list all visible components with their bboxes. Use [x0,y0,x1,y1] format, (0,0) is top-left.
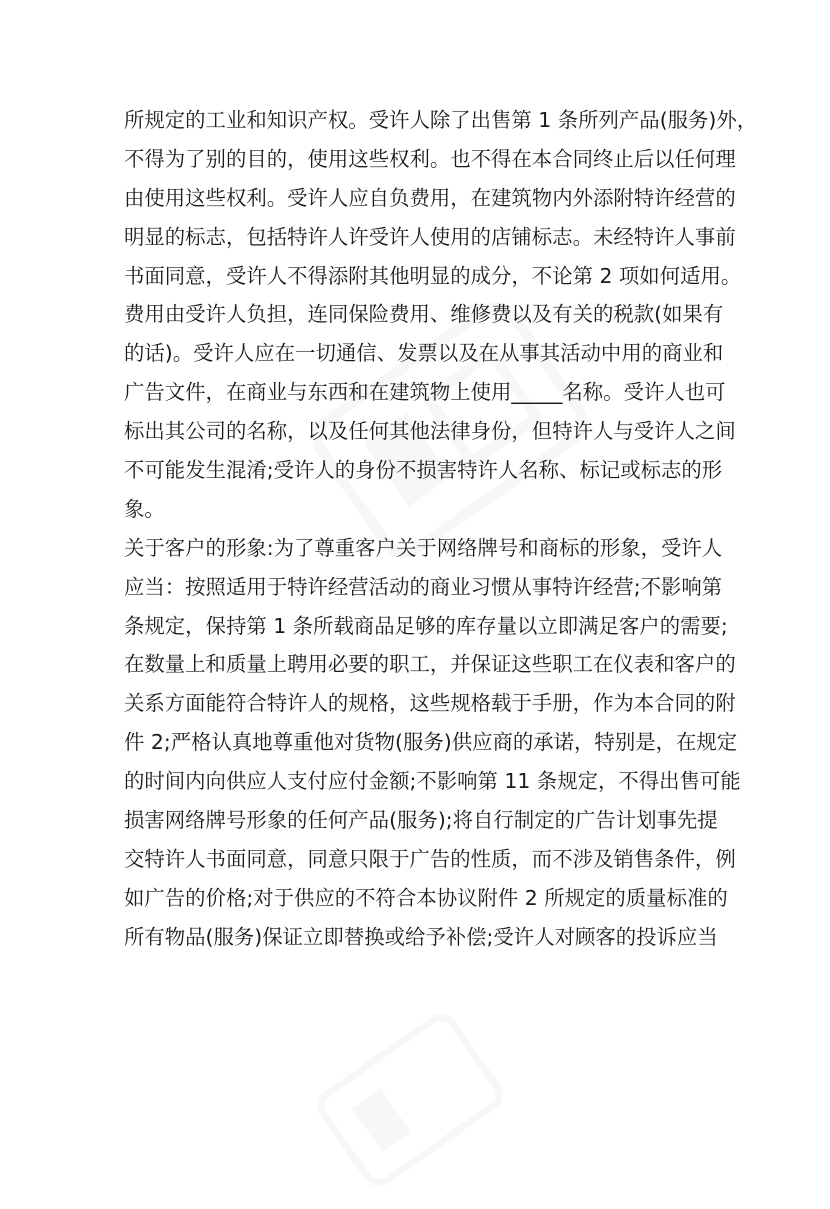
text-line: 不得为了别的目的，使用这些权利。也不得在本合同终止后以任何理 [124,146,736,171]
text-line: 如广告的价格;对于供应的不符合本协议附件 2 所规定的质量标准的 [124,885,728,910]
text-line: 损害网络牌号形象的任何产品(服务);将自行制定的广告计划事先提 [124,808,718,833]
text-line: 应当：按照适用于特许经营活动的商业习惯从事特许经营;不影响第 [124,574,723,599]
watermark-icon [296,991,524,1209]
text-line: 的话)。受许人应在一切通信、发票以及在从事其活动中用的商业和 [124,341,724,366]
text-line: 广告文件，在商业与东西和在建筑物上使用_____名称。受许人也可 [124,380,726,405]
text-line: 在数量上和质量上聘用必要的职工，并保证这些职工在仪表和客户的 [124,652,736,677]
text-line: 标出其公司的名称，以及任何其他法律身份，但特许人与受许人之间 [124,419,736,444]
text-line: 书面同意，受许人不得添附其他明显的成分，不论第 2 项如何适用。 [124,263,742,288]
text-line: 不可能发生混淆;受许人的身份不损害特许人名称、标记或标志的形 [124,458,723,483]
text-line: 件 2;严格认真地尊重他对货物(服务)供应商的承诺，特别是，在规定 [124,730,738,755]
text-line: 条规定，保持第 1 条所载商品足够的库存量以立即满足客户的需要; [124,613,728,638]
text-line: 关系方面能符合特许人的规格，这些规格载于手册，作为本合同的附 [124,691,736,716]
text-line: 的时间内向供应人支付应付金额;不影响第 11 条规定，不得出售可能 [124,769,741,794]
text-line: 所规定的工业和知识产权。受许人除了出售第 1 条所列产品(服务)外， [124,108,758,132]
text-line: 费用由受许人负担，连同保险费用、维修费以及有关的税款(如果有 [124,302,724,327]
text-line: 明显的标志，包括特许人许受许人使用的店铺标志。未经特许人事前 [124,224,736,249]
text-line: 关于客户的形象:为了尊重客户关于网络牌号和商标的形象，受许人 [124,535,723,560]
text-line: 由使用这些权利。受许人应自负费用，在建筑物内外添附特许经营的 [124,185,736,210]
body-text [124,101,758,957]
text-line: 所有物品(服务)保证立即替换或给予补偿;受许人对顾客的投诉应当 [124,924,718,949]
text-line: 象。 [124,496,165,521]
text-line: 交特许人书面同意，同意只限于广告的性质，而不涉及销售条件，例 [124,846,736,871]
